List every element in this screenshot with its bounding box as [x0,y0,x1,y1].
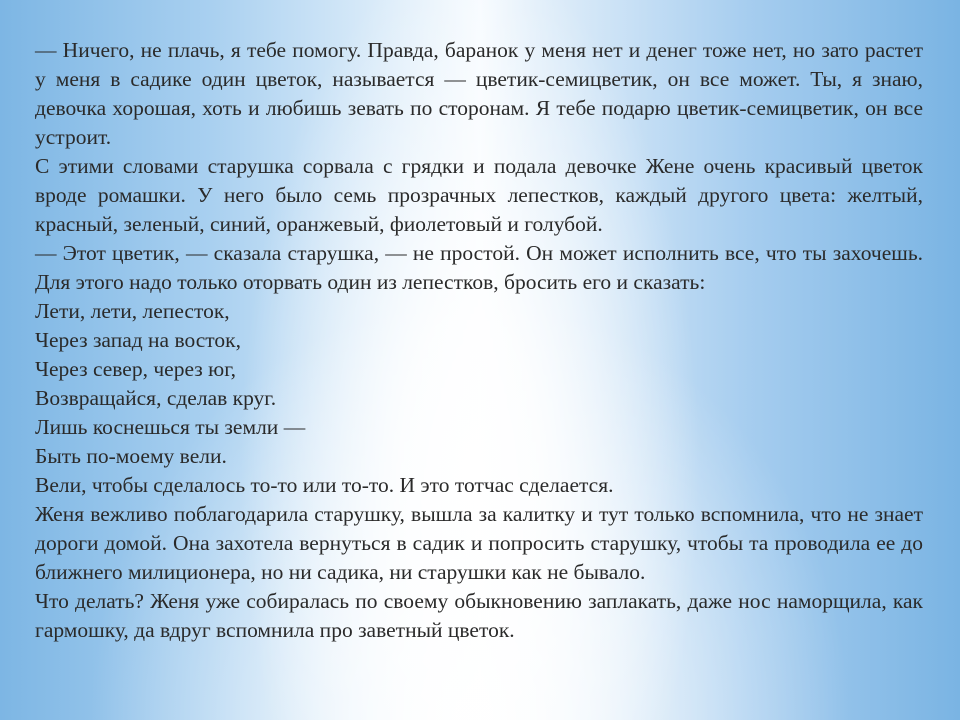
paragraph-2: С этими словами старушка сорвала с грядки и подала девочке Жене очень красивый цветок вроде ромашки. У него было семь прозрачных лепестков, каждый другого цвета: желтый, красный, зеленый, синий, оранжевый, фиолетовый и голубой. [35,154,923,236]
poem-line-3: Через север, через юг, [35,357,236,381]
poem-line-5: Лишь коснешься ты земли — [35,415,306,439]
paragraph-6: Что делать? Женя уже собиралась по своему обыкновению заплакать, даже нос наморщила, как гармошку, да вдруг вспомнила про заветный цветок. [35,589,923,642]
paragraph-5: Женя вежливо поблагодарила старушку, вышла за калитку и тут только вспомнила, что не знает дороги домой. Она захотела вернуться в садик и попросить старушку, чтобы та проводила ее до ближнего милиционера, но ни садика, ни старушки как не бывало. [35,502,923,584]
paragraph-3: — Этот цветик, — сказала старушка, — не простой. Он может исполнить все, что ты захочешь. Для этого надо только оторвать один из лепестков, бросить его и сказать: [35,241,923,294]
story-text [35,36,923,645]
paragraph-1: — Ничего, не плачь, я тебе помогу. Правда, баранок у меня нет и денег тоже нет, но зато растет у меня в садике один цветок, называется — цветик-семицветик, он все может. Ты, я знаю, девочка хорошая, хоть и любишь зевать по сторонам. Я тебе подарю цветик-семицветик, он все устроит. [35,38,923,149]
poem-line-2: Через запад на восток, [35,328,241,352]
poem-line-1: Лети, лети, лепесток, [35,299,230,323]
poem-line-6: Быть по-моему вели. [35,444,227,468]
poem-line-4: Возвращайся, сделав круг. [35,386,277,410]
paragraph-4: Вели, чтобы сделалось то-то или то-то. И это тотчас сделается. [35,473,614,497]
